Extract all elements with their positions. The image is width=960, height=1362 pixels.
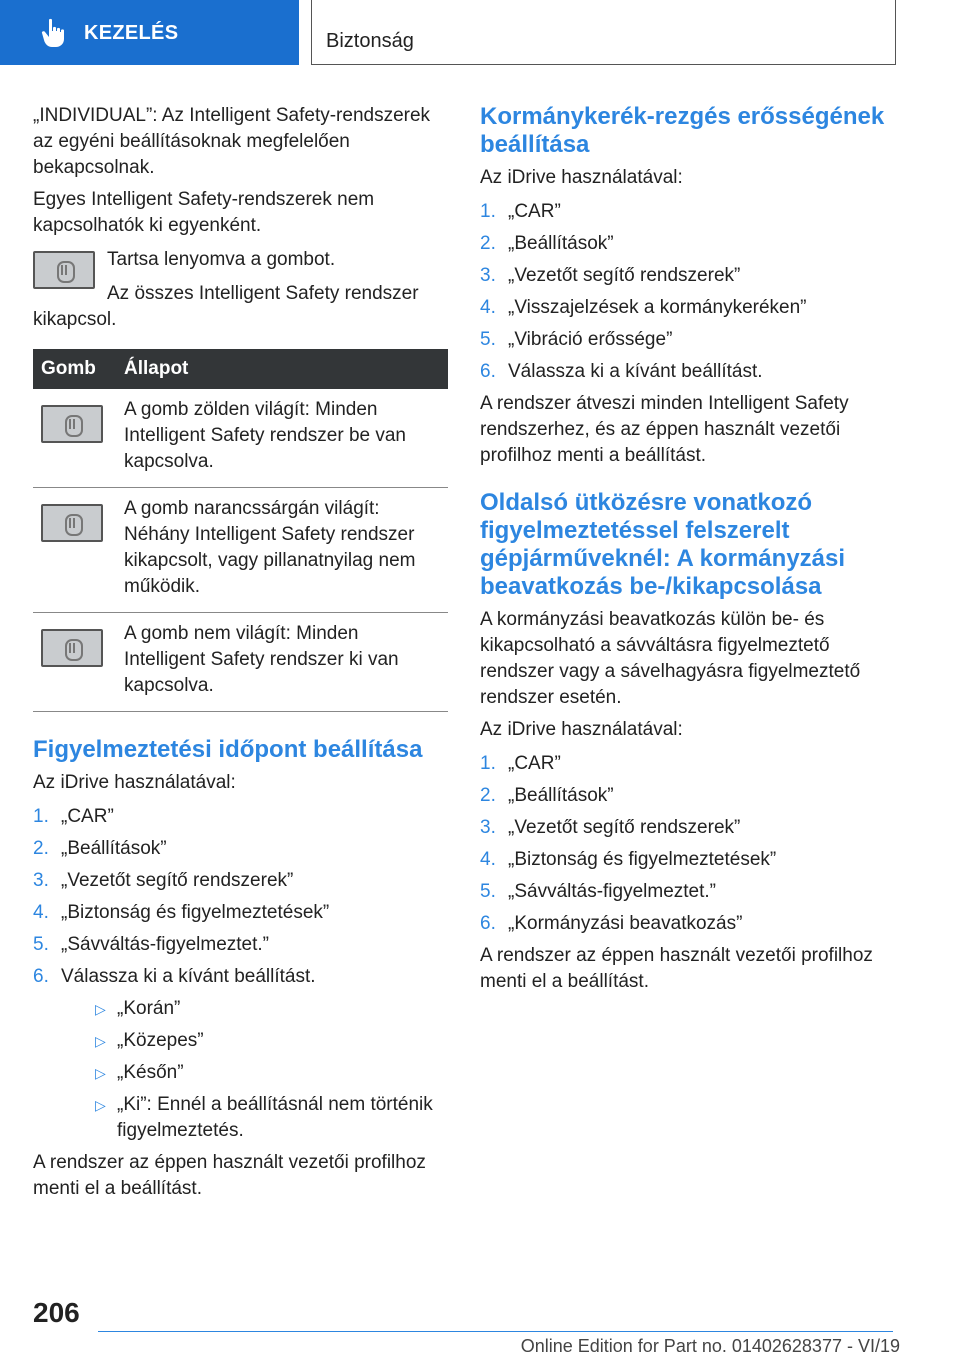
table-row xyxy=(33,613,448,712)
warning-time-intro: Az iDrive használatával: xyxy=(33,772,236,793)
list-item: 6. Válassza ki a kívánt beállítást. ▷ „Korán” ▷ „Közepes” ▷ „Későn” ▷ „Ki”: Ennél a beállításnál nem történik figyelmeztetés. xyxy=(33,964,448,1144)
list-item: 4. „Biztonság és figyelmeztetések” xyxy=(33,902,330,923)
list-item: 3. „Vezetőt segítő rendszerek” xyxy=(33,870,294,891)
right-column xyxy=(480,103,890,1001)
triangle-right-icon: ▷ xyxy=(95,1001,106,1017)
vibration-intro: Az iDrive használatával: xyxy=(480,167,683,188)
steering-heading: Oldalsó ütközésre vonatkozó figyelmeztetéssel felszerelt gépjárműveknél: A kormányzási beavatkozás be-/kikapcsolása xyxy=(480,489,846,600)
button-status-table xyxy=(33,349,448,712)
list-item: 2. „Beállítások” xyxy=(33,838,167,859)
warning-time-heading: Figyelmeztetési időpont beállítása xyxy=(33,736,423,763)
intelligent-safety-button-icon xyxy=(41,629,103,667)
individual-paragraph: „INDIVIDUAL”: Az Intelligent Safety-rendszerek az egyéni beállításoknak megfelelően bekapcsolnak. xyxy=(33,105,431,178)
hold-button-instruction xyxy=(33,247,448,333)
section-title: Biztonság xyxy=(326,30,414,52)
list-item: 5. „Vibráció erőssége” xyxy=(480,329,673,350)
list-item: ▷ „Korán” xyxy=(89,996,448,1022)
intelligent-safety-button-icon xyxy=(41,405,103,443)
list-item: ▷ „Ki”: Ennél a beállításnál nem történik figyelmeztetés. xyxy=(95,1094,433,1141)
status-green: A gomb zölden világít: Minden Intelligent Safety rendszer be van kapcsolva. xyxy=(116,389,448,488)
list-item: 5. „Sávváltás-figyelmeztet.” xyxy=(33,934,270,955)
list-item: 1. „CAR” xyxy=(480,753,561,774)
steering-intro: Az iDrive használatával: xyxy=(480,719,683,740)
chapter-title: KEZELÉS xyxy=(84,21,179,44)
footer-divider xyxy=(98,1331,893,1332)
individual-note: Egyes Intelligent Safety-rendszerek nem kapcsolhatók ki egyenként. xyxy=(33,189,375,236)
steering-outro: A rendszer az éppen használt vezetői profilhoz menti el a beállítást. xyxy=(480,945,873,992)
warning-time-steps xyxy=(33,804,448,1144)
list-item: ▷ „Közepes” xyxy=(89,1028,448,1054)
page-number: 206 xyxy=(33,1297,80,1328)
triangle-right-icon: ▷ xyxy=(95,1065,106,1081)
hold-result: Az összes Intelligent Safety rendszer kikapcsol. xyxy=(33,283,419,330)
left-column xyxy=(33,103,448,1208)
list-item: 1. „CAR” xyxy=(33,806,114,827)
hand-pointer-icon xyxy=(40,18,68,48)
triangle-right-icon: ▷ xyxy=(95,1033,106,1049)
intelligent-safety-button-icon xyxy=(33,251,95,289)
vibration-steps xyxy=(480,199,890,385)
list-item: 2. „Beállítások” xyxy=(480,785,614,806)
list-item: 5. „Sávváltás-figyelmeztet.” xyxy=(480,881,717,902)
table-row xyxy=(33,488,448,613)
list-item: 2. „Beállítások” xyxy=(480,233,614,254)
warning-time-options xyxy=(89,996,448,1144)
table-row xyxy=(33,389,448,488)
vibration-heading: Kormánykerék-rezgés erősségének beállítása xyxy=(480,103,885,158)
chapter-tab xyxy=(0,0,299,65)
list-item: ▷ „Későn” xyxy=(89,1060,448,1086)
intelligent-safety-button-icon xyxy=(41,504,103,542)
section-header xyxy=(311,0,896,65)
edition-text: Online Edition for Part no. 01402628377 - VI/19 xyxy=(520,1336,900,1356)
hold-text: Tartsa lenyomva a gombot. xyxy=(107,249,336,270)
list-item: 6. Válassza ki a kívánt beállítást. xyxy=(480,361,763,382)
list-item: 6. „Kormányzási beavatkozás” xyxy=(480,913,743,934)
status-orange: A gomb narancssárgán világít: Néhány Intelligent Safety rendszer kikapcsolt, vagy pillanatnyilag nem működik. xyxy=(116,488,448,613)
list-item: 4. „Biztonság és figyelmeztetések” xyxy=(480,849,777,870)
table-header-status: Állapot xyxy=(116,349,448,389)
warning-time-outro: A rendszer az éppen használt vezetői profilhoz menti el a beállítást. xyxy=(33,1152,426,1199)
list-item: 3. „Vezetőt segítő rendszerek” xyxy=(480,265,741,286)
status-off: A gomb nem világít: Minden Intelligent Safety rendszer ki van kapcsolva. xyxy=(116,613,448,712)
list-item: 3. „Vezetőt segítő rendszerek” xyxy=(480,817,741,838)
list-item: 4. „Visszajelzések a kormánykeréken” xyxy=(480,297,807,318)
triangle-right-icon: ▷ xyxy=(95,1097,106,1113)
vibration-outro: A rendszer átveszi minden Intelligent Safety rendszerhez, és az éppen használt vezetői profilhoz menti a beállítást. xyxy=(480,393,849,466)
steering-paragraph: A kormányzási beavatkozás külön be- és kikapcsolható a sávváltásra figyelmeztető rendszer vagy a sávelhagyásra figyelmeztető rendszer esetén. xyxy=(480,609,861,708)
list-item: 1. „CAR” xyxy=(480,201,561,222)
steering-steps xyxy=(480,751,890,937)
table-header-button: Gomb xyxy=(33,349,116,389)
